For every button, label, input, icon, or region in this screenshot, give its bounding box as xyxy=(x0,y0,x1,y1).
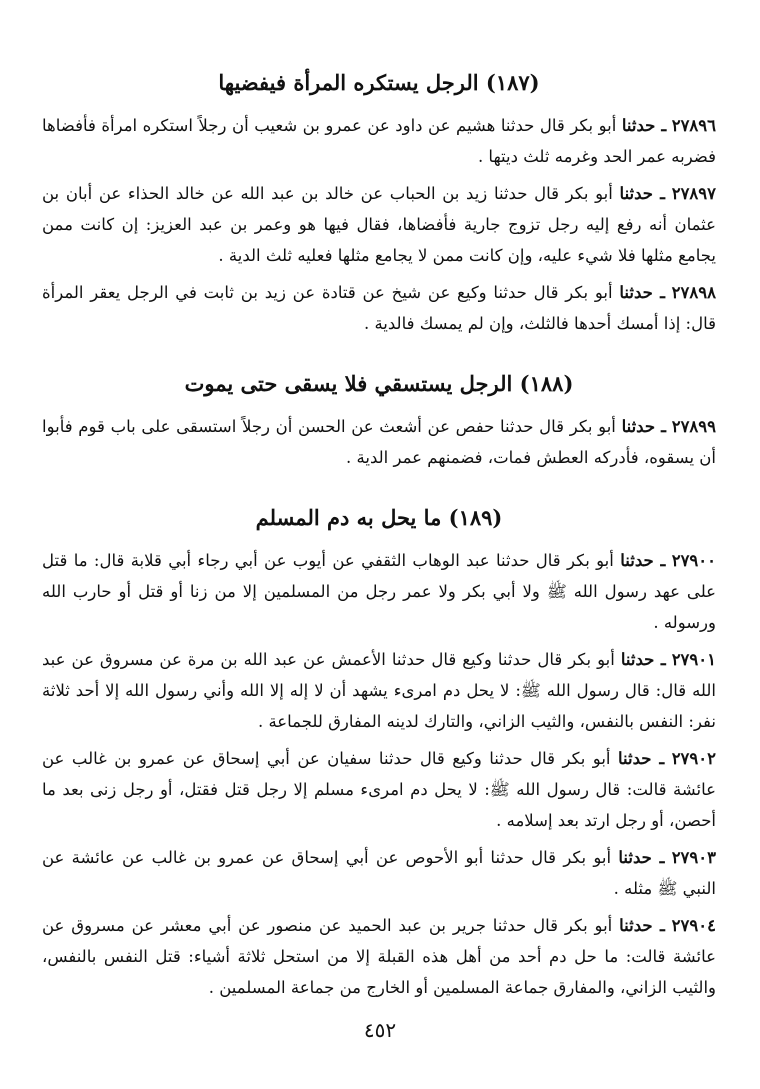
hadith-27898 xyxy=(42,277,716,339)
hadith-lead: ـ حدثنا xyxy=(621,116,667,135)
hadith-27901 xyxy=(42,644,716,737)
hadith-number: ٢٧٨٩٨ xyxy=(671,283,716,302)
hadith-lead: ـ حدثنا xyxy=(619,916,665,935)
chapter-heading-189: (١٨٩) ما يحل به دم المسلم xyxy=(255,505,503,530)
hadith-27896 xyxy=(42,110,716,172)
hadith-text: أبو بكر قال حدثنا وكيع عن شيخ عن قتادة عن زيد بن ثابت في الرجل يعقر المرأة قال: إذا أمسك أحدها فالثلث، وإن لم يمسك فالدية . xyxy=(42,283,716,333)
hadith-number: ٢٧٩٠٣ xyxy=(671,848,716,867)
hadith-lead: ـ حدثنا xyxy=(621,417,667,436)
hadith-text: أبو بكر قال حدثنا زيد بن الحباب عن خالد بن عبد الله عن خالد الحذاء عن أبان بن عثمان أنه رفع إليه رجل تزوج جارية فأفضاها، فقال فيها هو وعمر بن عبد العزيز: إن كانت ممن يجامع مثلها فلا شيء عليه، وإن كانت ممن لا يجامع مثلها فعليه ثلث الدية . xyxy=(42,184,716,265)
hadith-27897 xyxy=(42,178,716,271)
chapter-heading-187: (١٨٧) الرجل يستكره المرأة فيفضيها xyxy=(218,70,540,95)
hadith-lead: ـ حدثنا xyxy=(619,184,666,203)
hadith-text: أبو بكر قال حدثنا هشيم عن داود عن عمرو بن شعيب أن رجلاً استكره امرأة فأفضاها فضربه عمر الحد وغرمه ثلث ديتها . xyxy=(42,116,716,166)
hadith-27904 xyxy=(42,910,716,1003)
hadith-text: أبو بكر قال حدثنا حفص عن أشعث عن الحسن أن رجلاً استسقى على باب قوم فأبوا أن يسقوه، فأدركه العطش فمات، فضمنهم عمر الدية . xyxy=(42,417,716,467)
hadith-27902 xyxy=(42,743,716,836)
hadith-number: ٢٧٩٠١ xyxy=(671,650,716,669)
hadith-27903 xyxy=(42,842,716,904)
hadith-27900 xyxy=(42,545,716,638)
hadith-lead: ـ حدثنا xyxy=(617,749,665,768)
hadith-number: ٢٧٨٩٦ xyxy=(671,116,717,135)
hadith-text: أبو بكر قال حدثنا عبد الوهاب الثقفي عن أيوب عن أبي رجاء أبي قلابة قال: ما قتل على عهد رسول الله ﷺ ولا أبي بكر ولا عمر رجل من المسلمين إلا من زنا أو قتل أو حارب الله ورسوله . xyxy=(42,551,716,632)
hadith-number: ٢٧٩٠٢ xyxy=(671,749,716,768)
hadith-text: أبو بكر قال حدثنا أبو الأحوص عن أبي إسحاق عن عمرو بن غالب عن عائشة عن النبي ﷺ مثله . xyxy=(42,848,716,898)
hadith-number: ٢٧٨٩٩ xyxy=(671,417,717,436)
chapter-heading-188: (١٨٨) الرجل يستسقي فلا يسقى حتى يموت xyxy=(184,371,574,396)
page-number: ٤٥٢ xyxy=(363,1018,397,1042)
hadith-text: أبو بكر قال حدثنا وكيع قال حدثنا الأعمش عن عبد الله بن مرة عن مسروق عن عبد الله قال: قال رسول الله ﷺ: لا يحل دم امرىء يشهد أن لا إله إلا الله وأني رسول الله إلا أحد ثلاثة نفر: النفس بالنفس، والثيب الزاني، والتارك لدينه المفارق للجماعة . xyxy=(42,650,716,731)
hadith-number: ٢٧٩٠٠ xyxy=(671,551,717,570)
hadith-lead: ـ حدثنا xyxy=(620,551,666,570)
hadith-lead: ـ حدثنا xyxy=(618,848,665,867)
hadith-lead: ـ حدثنا xyxy=(620,650,666,669)
hadith-27899 xyxy=(42,411,716,473)
hadith-number: ٢٧٩٠٤ xyxy=(671,916,716,935)
hadith-text: أبو بكر قال حدثنا وكيع قال حدثنا سفيان عن أبي إسحاق عن عمرو بن غالب عن عائشة قالت: قال رسول الله ﷺ: لا يحل دم امرىء مسلم إلا رجل قتل فقتل، أو رجل زنى بعد ما أحصن، أو رجل ارتد بعد إسلامه . xyxy=(42,749,716,830)
hadith-lead: ـ حدثنا xyxy=(619,283,665,302)
hadith-text: أبو بكر قال حدثنا جرير بن عبد الحميد عن منصور عن أبي معشر عن مسروق عن عائشة قالت: ما حل دم أحد من أهل هذه القبلة إلا من استحل ثلاثة أشياء: قتل النفس بالنفس، والثيب الزاني، والمفارق جماعة المسلمين أو الخارج من جماعة المسلمين . xyxy=(42,916,716,997)
hadith-number: ٢٧٨٩٧ xyxy=(671,184,717,203)
